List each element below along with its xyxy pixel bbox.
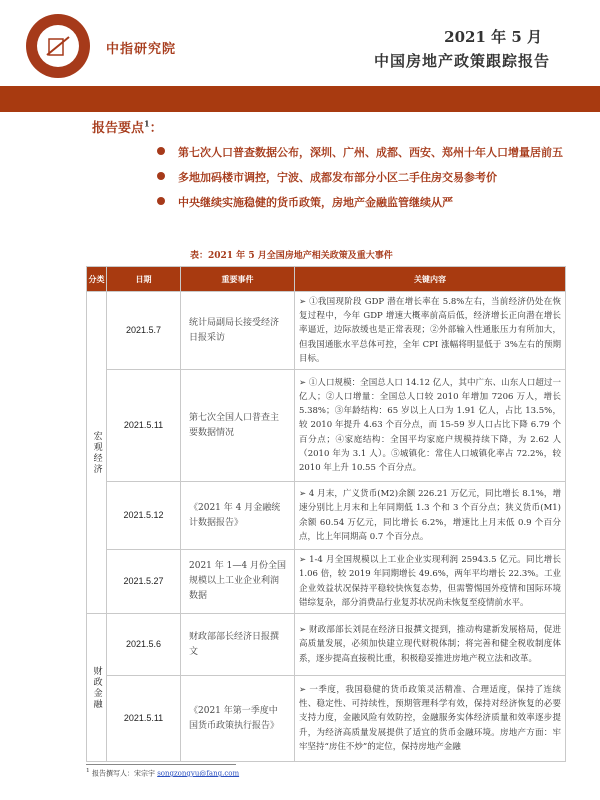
key-points-title: 报告要点$^1$： xyxy=(92,118,163,136)
header-bar xyxy=(0,86,600,112)
row-date: 2021.5.27 xyxy=(107,550,181,614)
bullet-icon xyxy=(157,172,165,180)
row-date: 2021.5.6 xyxy=(107,614,181,676)
row-content: ➢ ①我国现阶段 GDP 潜在增长率在 5.8%左右，当前经济仍处在恢复过程中，今年 GDP 增速大概率前高后低，经济增长正向潜在增长率逼近，边际放缓也是正常表现；②外部输入性通胀压力有所加大，但我国通胀水平总体可控，全年 CPI 涨幅将明显低于 3%左右的预期目标。 xyxy=(295,292,566,370)
table-row xyxy=(87,676,566,762)
category-macro: 宏观经济 xyxy=(87,292,107,614)
row-date: 2021.5.12 xyxy=(107,482,181,550)
row-event: 第七次全国人口普查主要数据情况 xyxy=(181,370,295,482)
report-date: 2021 年 5 月 xyxy=(444,28,542,46)
row-event: 财政部部长经济日报撰文 xyxy=(181,614,295,676)
row-event: 《2021 年 4 月金融统计数据报告》 xyxy=(181,482,295,550)
key-point-item: 中央继续实施稳健的货币政策，房地产金融监管继续从严 xyxy=(178,192,568,213)
row-content: ➢ 一季度，我国稳健的货币政策灵活精准、合理适度，保持了连续性、稳定性、可持续性，预期管理科学有效，保持对经济恢复的必要支持力度，金融风险有效防控，金融服务实体经济质量和效率逐步提升，为经济高质量发展提供了适宜的货币金融环境。房地产方面：牢牢坚持“房住不炒”的定位，保持房地产金融 xyxy=(295,676,566,762)
bullet-icon xyxy=(157,147,165,155)
row-event: 统计局副局长接受经济日报采访 xyxy=(181,292,295,370)
table-caption: 表：2021 年 5 月全国房地产相关政策及重大事件 xyxy=(190,251,393,261)
key-point-item: 第七次人口普查数据公布，深圳、广州、成都、西安、郑州十年人口增量居前五 xyxy=(178,142,568,163)
header-category: 分类 xyxy=(87,267,107,292)
report-title: 中国房地产政策跟踪报告 xyxy=(373,52,550,70)
table-row xyxy=(87,370,566,482)
logo-inner xyxy=(37,25,79,67)
row-date: 2021.5.11 xyxy=(107,676,181,762)
policy-table xyxy=(86,266,566,762)
row-event: 2021 年 1—4 月份全国规模以上工业企业利润数据 xyxy=(181,550,295,614)
table-row xyxy=(87,550,566,614)
row-content: ➢ 4 月末，广义货币(M2)余额 226.21 万亿元，同比增长 8.1%，增速分别比上月末和上年同期低 1.3 个和 3 个百分点；狭义货币(M1)余额 60.54 万亿元，同比增长 6.2%，增速比上月末低 0.9 个百分点，比上年同期高 0.7 个百分点。 xyxy=(295,482,566,550)
key-point-item: 多地加码楼市调控，宁波、成都发布部分小区二手住房交易参考价 xyxy=(178,167,568,188)
footnote: $^1$ 报告撰写人：宋宗宇 songzongyu@fang.com xyxy=(86,768,240,778)
category-fiscal: 财政金融 xyxy=(87,614,107,762)
author-email-link[interactable]: songzongyu@fang.com xyxy=(157,769,240,778)
header-event: 重要事件 xyxy=(181,267,295,292)
header-content: 关键内容 xyxy=(295,267,566,292)
row-date: 2021.5.7 xyxy=(107,292,181,370)
table-row xyxy=(87,292,566,370)
table-header-row xyxy=(87,267,566,292)
row-content: ➢ 财政部部长刘昆在经济日报撰文提到，推动构建新发展格局，促进高质量发展，必须加快建立现代财税体制；将完善和健全税收制度体系，逐步提高直接税比重，积极稳妥推进房地产税立法和改革。 xyxy=(295,614,566,676)
logo-mark-icon xyxy=(37,25,79,67)
row-content: ➢ 1-4 月全国规模以上工业企业实现利润 25943.5 亿元。同比增长 1.06 倍，较 2019 年同期增长 49.6%，两年平均增长 22.3%。工业企业效益状况保持平稳较快恢复态势，但需警惕国外疫情和国际环境错综复杂，部分消费品行业复苏状况尚未恢复至疫情前水平。 xyxy=(295,550,566,614)
org-name: 中指研究院 xyxy=(106,42,177,57)
table-row xyxy=(87,482,566,550)
footnote-divider xyxy=(86,764,236,765)
key-points-list xyxy=(178,142,568,217)
row-event: 《2021 年第一季度中国货币政策执行报告》 xyxy=(181,676,295,762)
bullet-icon xyxy=(157,197,165,205)
table-row xyxy=(87,614,566,676)
row-content: ➢ ①人口规模：全国总人口 14.12 亿人，其中广东、山东人口超过一亿人；②人口增量：全国总人口较 2010 年增加 7206 万人，增长 5.38%；③年龄结构：65 岁以上人口为 1.91 亿人，占比 13.5%，较 2010 年提升 4.63 个百分点，而 15-59 岁人口占比下降 6.79 个百分点；④家庭结构：全国平均家庭户规模持续下降，为 2.62 人（2010 年为 3.1 人）。⑤城镇化：常住人口城镇化率占 72.2%，较 2010 年上升 10.55 个百分点。 xyxy=(295,370,566,482)
header-date: 日期 xyxy=(107,267,181,292)
row-date: 2021.5.11 xyxy=(107,370,181,482)
